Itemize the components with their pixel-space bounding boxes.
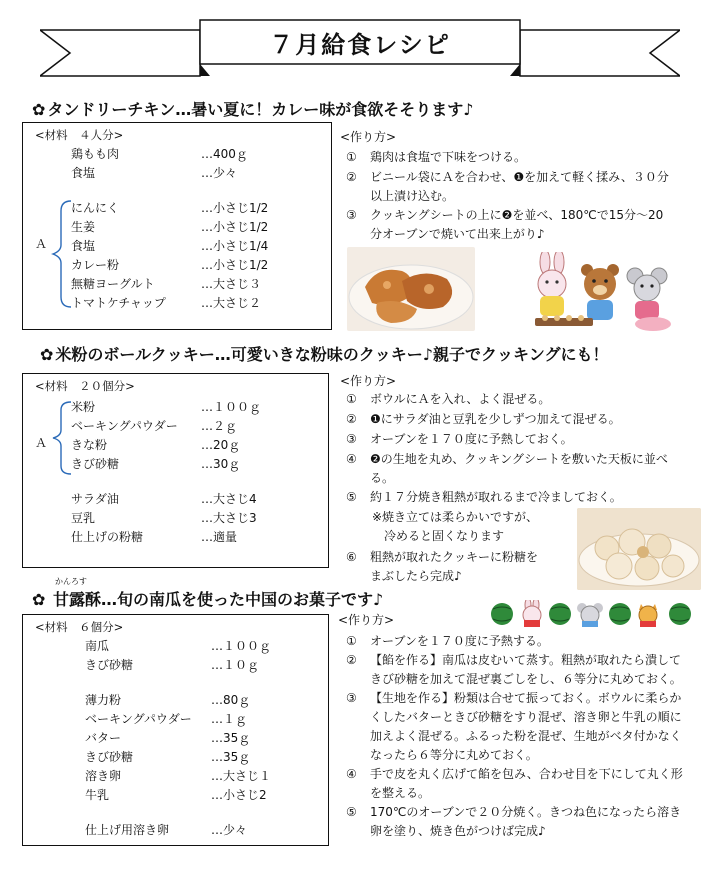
mouse-icon: [577, 603, 603, 627]
page-title: ７月給食レシピ: [269, 31, 451, 59]
watermelon-icon: [491, 603, 513, 625]
ingredient-row: 薄力粉 …80ｇ: [85, 693, 251, 707]
ingredient-row: 仕上げ用溶き卵 …少々: [85, 823, 248, 837]
tandoori-chicken-photo: [347, 247, 475, 331]
ingredient-row: 仕上げの粉糖 …適量: [71, 530, 238, 544]
recipe3-heading: [32, 577, 384, 610]
ingredient-row: 鶏もも肉 …400ｇ: [71, 147, 248, 161]
ingredient-row: 豆乳 …大さじ3: [71, 511, 257, 525]
group-brace: [47, 400, 73, 476]
ingredient-row: きび砂糖 …35ｇ: [85, 750, 251, 764]
ingredient-row: 牛乳 …小さじ2: [85, 788, 267, 802]
recipe1-ingredients-box: [22, 122, 332, 330]
recipe1-heading: [32, 97, 473, 120]
group-brace: [47, 199, 73, 309]
ingredient-row: きな粉 …20ｇ: [71, 438, 241, 452]
recipe2-materials-label: <材料 ２０個分>: [35, 379, 135, 393]
recipe1-heading-text: タンドリーチキン…暑い夏に！カレー味が食欲そそります♪: [47, 100, 474, 119]
ingredient-row: にんにく …小さじ1/2: [71, 201, 269, 215]
recipe2-note-line: 冷めると固くなります: [384, 529, 505, 543]
cooking-animals-illustration: [525, 252, 675, 334]
ingredient-row: カレー粉 …小さじ1/2: [71, 258, 269, 272]
recipe2-steps-label: <作り方>: [340, 374, 397, 388]
flower-icon: ✿: [40, 345, 54, 364]
cat-icon: [639, 604, 657, 627]
recipe3-name: かんろす 甘露酥: [52, 577, 101, 609]
recipe1-steps-label: <作り方>: [340, 130, 397, 144]
ingredient-row: 食塩 …少々: [71, 166, 238, 180]
flower-icon: ✿: [32, 590, 46, 609]
watermelon-icon: [549, 603, 571, 625]
title-banner: [40, 18, 680, 80]
recipe3-steps-label: <作り方>: [338, 613, 395, 627]
recipe1-materials-label: <材料 ４人分>: [35, 128, 124, 142]
ingredient-row: ベーキングパウダー …２ｇ: [71, 419, 238, 433]
ingredient-row: 食塩 …小さじ1/4: [71, 239, 269, 253]
watermelon-icon: [669, 603, 691, 625]
ingredient-row: 米粉 …１００ｇ: [71, 400, 262, 414]
ingredient-row: バター …35ｇ: [85, 731, 251, 745]
rabbit-icon: [523, 600, 541, 627]
ingredient-row: 生姜 …小さじ1/2: [71, 220, 269, 234]
recipe3-ingredients-box: [22, 614, 329, 846]
ball-cookie-photo: [577, 508, 701, 590]
watermelon-icon: [609, 603, 631, 625]
recipe2-heading-text: 米粉のボールクッキー…可愛いきな粉味のクッキー♪親子でクッキングにも！: [55, 345, 609, 364]
ingredient-row: きび砂糖 …１０ｇ: [85, 658, 260, 672]
recipe3-materials-label: <材料 ６個分>: [35, 620, 124, 634]
group-a-label: Ａ: [35, 436, 48, 450]
flower-icon: ✿: [32, 100, 46, 119]
recipe3-heading-text: …旬の南瓜を使った中国のお菓子です♪: [101, 590, 384, 609]
ingredient-row: きび砂糖 …30ｇ: [71, 457, 241, 471]
ingredient-row: サラダ油 …大さじ4: [71, 492, 257, 506]
ingredient-row: 無糖ヨーグルト …大さじ３: [71, 277, 262, 291]
ingredient-row: 南瓜 …１００ｇ: [85, 639, 272, 653]
recipe2-ingredients-box: [22, 373, 329, 568]
recipe2-note-line: ※焼き立ては柔らかいですが、: [372, 510, 539, 524]
recipe3-ruby: かんろす: [54, 577, 87, 586]
ingredient-row: トマトケチャップ …大さじ２: [71, 296, 262, 310]
ingredient-row: ベーキングパウダー …１ｇ: [85, 712, 248, 726]
group-a-label: Ａ: [35, 237, 48, 251]
recipe2-heading: [40, 342, 609, 365]
ingredient-row: 溶き卵 …大さじ１: [85, 769, 272, 783]
decoration-row: [490, 600, 700, 628]
